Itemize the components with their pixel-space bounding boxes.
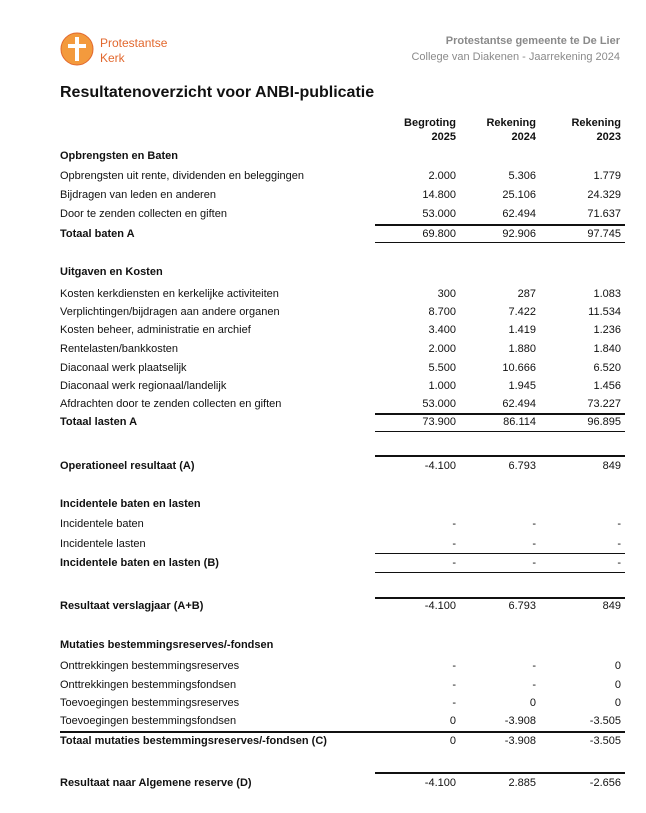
table-row: Door te zenden collecten en giften 53.000 62.494 71.637 <box>60 208 621 220</box>
table-row: Diaconaal werk regionaal/landelijk 1.000 1.945 1.456 <box>60 380 621 392</box>
document-subtitle: College van Diakenen - Jaarrekening 2024 <box>411 51 620 63</box>
subtotal-rule <box>375 242 625 243</box>
table-row: Diaconaal werk plaatselijk 5.500 10.666 6.520 <box>60 362 621 374</box>
table-row: Verplichtingen/bijdragen aan andere organen 8.700 7.422 11.534 <box>60 306 621 318</box>
total-row-incidenteel: Incidentele baten en lasten (B) - - - <box>60 557 621 569</box>
section-heading-mutaties: Mutaties bestemmingsreserves/-fondsen <box>60 639 274 651</box>
column-header-rekening-2024: Rekening 2024 <box>486 117 536 143</box>
subtotal-rule <box>375 572 625 573</box>
organization-header <box>411 33 620 65</box>
column-header-rekening-2023: Rekening 2023 <box>571 117 621 143</box>
subtotal-rule <box>375 431 625 432</box>
result-row-operationeel: Operationeel resultaat (A) -4.100 6.793 849 <box>60 460 621 472</box>
logo-text-line2: Kerk <box>100 51 125 65</box>
section-heading-lasten: Uitgaven en Kosten <box>60 266 163 278</box>
table-row: Incidentele lasten - - - <box>60 538 621 550</box>
table-row: Onttrekkingen bestemmingsreserves - - 0 <box>60 660 621 672</box>
table-row: Toevoegingen bestemmingsfondsen 0 -3.908 -3.505 <box>60 715 621 727</box>
table-row: Rentelasten/bankkosten 2.000 1.880 1.840 <box>60 343 621 355</box>
table-row: Incidentele baten - - - <box>60 518 621 530</box>
result-row-algemene-reserve: Resultaat naar Algemene reserve (D) -4.100 2.885 -2.656 <box>60 777 621 789</box>
column-header-begroting-2025: Begroting 2025 <box>404 117 456 143</box>
table-row: Afdrachten door te zenden collecten en giften 53.000 62.494 73.227 <box>60 398 621 410</box>
table-row: Kosten beheer, administratie en archief 3.400 1.419 1.236 <box>60 324 621 336</box>
table-row: Kosten kerkdiensten en kerkelijke activiteiten 300 287 1.083 <box>60 288 621 300</box>
section-heading-baten: Opbrengsten en Baten <box>60 150 178 162</box>
total-row-lasten: Totaal lasten A 73.900 86.114 96.895 <box>60 416 621 428</box>
result-rule <box>375 772 625 774</box>
table-row: Onttrekkingen bestemmingsfondsen - - 0 <box>60 679 621 691</box>
total-rule <box>375 553 625 554</box>
organization-name: Protestantse gemeente te De Lier <box>445 35 620 47</box>
result-row-verslagjaar: Resultaat verslagjaar (A+B) -4.100 6.793 849 <box>60 600 621 612</box>
protestantse-kerk-logo <box>60 32 190 72</box>
logo-text-line1: Protestantse <box>100 36 168 50</box>
table-row: Toevoegingen bestemmingsreserves - 0 0 <box>60 697 621 709</box>
total-row-baten: Totaal baten A 69.800 92.906 97.745 <box>60 228 621 240</box>
table-row: Bijdragen van leden en anderen 14.800 25.106 24.329 <box>60 189 621 201</box>
page-title: Resultatenoverzicht voor ANBI-publicatie <box>60 84 375 101</box>
cross-sun-icon <box>60 32 94 66</box>
section-heading-incidenteel: Incidentele baten en lasten <box>60 498 201 510</box>
total-row-mutaties: Totaal mutaties bestemmingsreserves/-fondsen (C) 0 -3.908 -3.505 <box>60 735 621 747</box>
table-row: Opbrengsten uit rente, dividenden en beleggingen 2.000 5.306 1.779 <box>60 170 621 182</box>
result-rule <box>375 455 625 457</box>
